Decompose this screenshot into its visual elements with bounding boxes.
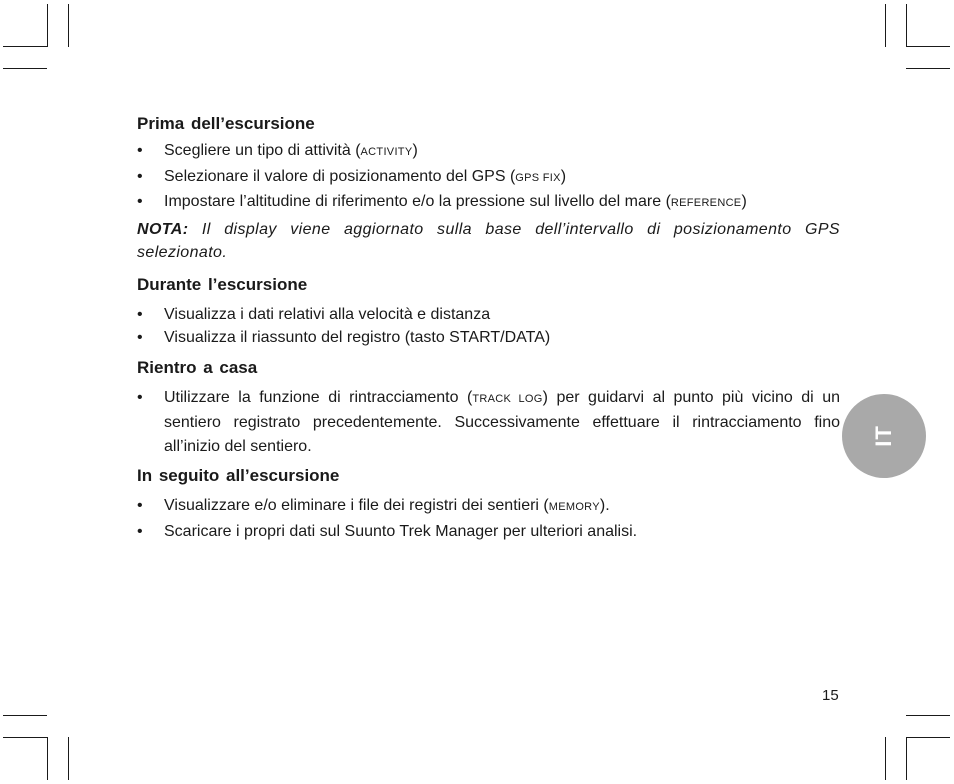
note-text: Il display viene aggiornato sulla base dell’intervallo di posizionamento GPS selezionato. xyxy=(137,220,840,261)
item-text: Scegliere un tipo di attività ( xyxy=(164,142,361,159)
section-after-hike xyxy=(137,465,840,543)
menu-term: REFERENCE xyxy=(670,197,742,209)
language-tab-label: IT xyxy=(871,425,896,447)
bullet-icon: • xyxy=(137,193,143,210)
note-paragraph xyxy=(137,218,840,264)
crop-mark xyxy=(906,68,950,69)
bullet-list xyxy=(137,494,840,543)
item-text: Utilizzare la funzione di rintracciamento ( xyxy=(164,388,473,406)
bullet-icon: • xyxy=(137,167,143,185)
item-text-after: ) per guidarvi al punto più vicino di un sentiero registrato precedentemente. Successivamente effettuare il rintracciamento fino all’inizio del sentiero. xyxy=(164,388,840,455)
item-text-after: ) xyxy=(741,193,747,210)
item-text: Visualizza il riassunto del registro (tasto START/DATA) xyxy=(164,329,551,346)
crop-mark xyxy=(906,46,950,47)
list-item xyxy=(137,520,840,544)
bullet-list xyxy=(137,386,840,459)
section-return-home xyxy=(137,357,840,459)
item-text: Impostare l’altitudine di riferimento e/o la pressione sul livello del mare ( xyxy=(164,193,671,210)
crop-mark xyxy=(906,715,950,716)
crop-mark xyxy=(885,737,886,780)
bullet-list xyxy=(137,139,840,216)
crop-mark xyxy=(3,737,47,738)
bullet-list xyxy=(137,303,840,350)
section-heading: Durante l’escursione xyxy=(137,274,308,294)
crop-mark xyxy=(3,46,47,47)
item-text: Visualizza i dati relativi alla velocità e distanza xyxy=(164,305,491,323)
item-text-after: ). xyxy=(599,497,610,514)
section-before-hike xyxy=(137,113,840,264)
list-item xyxy=(137,494,840,520)
note-label: NOTA: xyxy=(137,220,189,238)
menu-term: ACTIVITY xyxy=(360,146,413,158)
list-item xyxy=(137,165,840,191)
crop-mark xyxy=(3,715,47,716)
menu-term: TRACK LOG xyxy=(472,392,543,405)
list-item xyxy=(137,139,840,165)
item-text-after: ) xyxy=(412,142,418,159)
crop-mark xyxy=(47,4,48,47)
bullet-icon: • xyxy=(137,305,143,323)
item-text: Selezionare il valore di posizionamento del GPS ( xyxy=(164,167,516,185)
list-item xyxy=(137,386,840,459)
crop-mark xyxy=(885,4,886,47)
language-tab xyxy=(842,394,926,478)
bullet-icon: • xyxy=(137,142,143,159)
list-item xyxy=(137,326,840,350)
list-item xyxy=(137,303,840,327)
item-text: Visualizzare e/o eliminare i file dei registri dei sentieri ( xyxy=(164,497,549,514)
crop-mark xyxy=(68,737,69,780)
section-heading: In seguito all’escursione xyxy=(137,466,340,485)
list-item xyxy=(137,190,840,216)
page-content xyxy=(137,113,840,543)
menu-term: GPS FIX xyxy=(515,171,561,184)
section-heading: Prima dell’escursione xyxy=(137,114,315,133)
crop-mark xyxy=(47,737,48,780)
crop-mark xyxy=(3,68,47,69)
crop-mark xyxy=(906,4,907,47)
crop-mark xyxy=(68,4,69,47)
crop-mark xyxy=(906,737,907,780)
crop-mark xyxy=(906,737,950,738)
menu-term: MEMORY xyxy=(548,501,600,513)
item-text: Scaricare i propri dati sul Suunto Trek Manager per ulteriori analisi. xyxy=(164,522,638,540)
page-number: 15 xyxy=(822,687,839,704)
bullet-icon: • xyxy=(137,388,143,406)
bullet-icon: • xyxy=(137,522,143,540)
bullet-icon: • xyxy=(137,329,143,346)
bullet-icon: • xyxy=(137,497,143,514)
item-text-after: ) xyxy=(560,167,567,185)
section-heading: Rientro a casa xyxy=(137,357,258,377)
section-during-hike xyxy=(137,274,840,350)
